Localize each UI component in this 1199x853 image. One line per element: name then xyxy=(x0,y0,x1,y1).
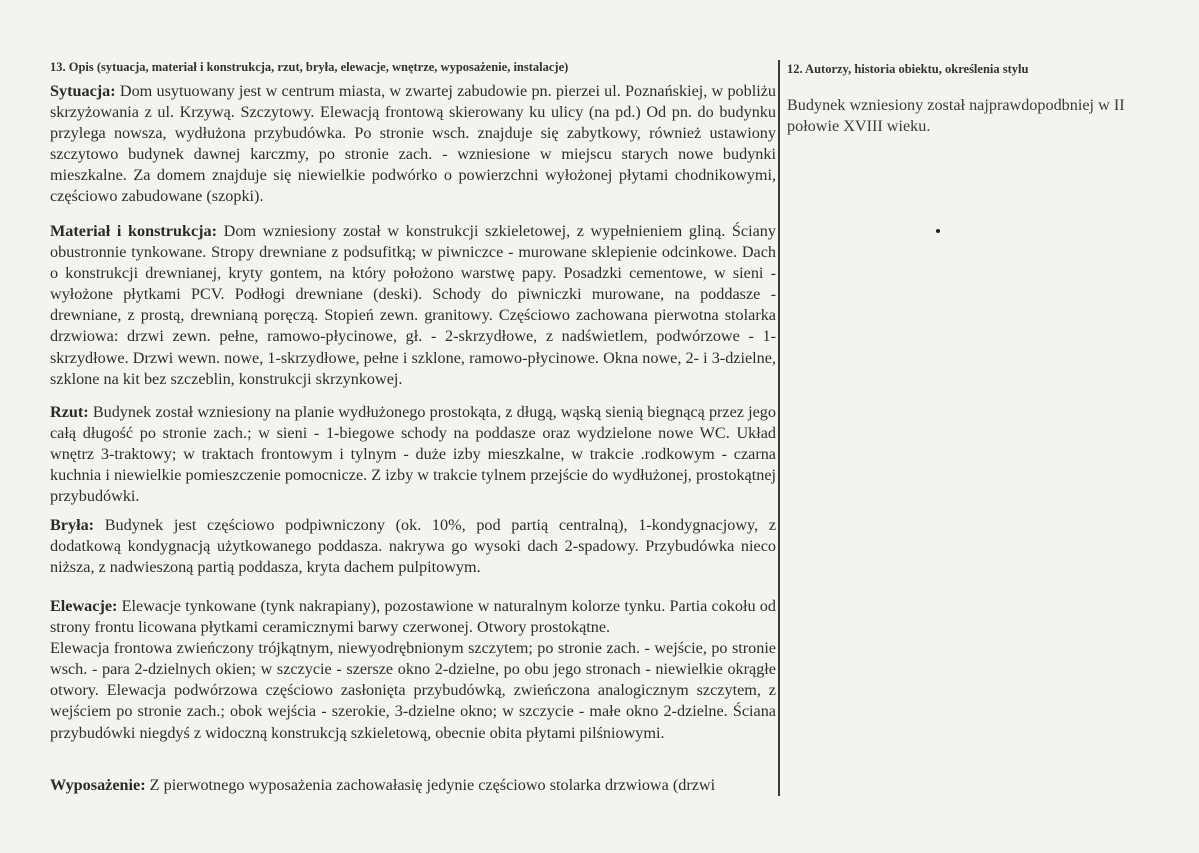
paragraph-text: Dom wzniesiony został w konstrukcji szkieletowej, z wypełnieniem gliną. Ściany obustronnie tynkowane. Stropy drewniane z podsufitką; w piwniczce - murowane sklepienie odcinkowe. Dach o konstrukcji drewnianej, kryty gontem, na który położono warstwę papy. Posadzki cementowe, w sieni - wyłożone płytkami PCV. Podłogi drewniane (deski). Schody do piwniczki murowane, na poddasze - drewniane, z prostą, drewnianą poręczą. Stopień zewn. granitowy. Częściowo zachowana pierwotna stolarka drzwiowa: drzwi zewn. pełne, ramowo-płycinowe, gł. - 2-skrzydłowe, z nadświetlem, podwórzowe - 1-skrzydłowe. Drzwi wewn. nowe, 1-skrzydłowe, pełne i szklone, ramowo-płycinowe. Okna nowe, 2- i 3-dzielne, szklone na kit bez szczeblin, konstrukcji skrzynkowej. xyxy=(50,222,776,388)
paragraph-text: Z pierwotnego wyposażenia zachowałasię jedynie częściowo stolarka drzwiowa (drzwi xyxy=(145,776,716,794)
section-12-text: Budynek wzniesiony został najprawdopodbniej w II połowie XVIII wieku. xyxy=(787,96,1125,135)
paragraph-label: Wyposażenie: xyxy=(50,776,146,794)
paragraph-text-continued: Elewacja frontowa zwieńczony trójkątnym, niewyodrębnionym szczytem; po stronie zach. - wejście, po stronie wsch. - para 2-dzielnych okien; w szczycie - szersze okno 2-dzielne, po obu jego stronach - niewielkie okrągłe otwory. Elewacja podwórzowa częściowo zasłonięta przybudówką, zwieńczona analogicznym szczytem, z wejściem po stronie zach.; obok wejścia - szerokie, 3-dzielne okno; w szczycie - małe okno 2-dzielne. Ściana przybudówki niegdyś z widoczną konstrukcją szkieletową, obecnie obita płytami pilśniowymi. xyxy=(50,639,776,742)
paragraph-text: Budynek został wzniesiony na planie wydłużonego prostokąta, z długą, wąską sienią biegnącą przez jego całą długość po stronie zach.; w sieni - 1-biegowe schody na poddasze oraz wydzielone nowe WC. Układ wnętrz 3-traktowy; w traktach frontowym i tylnym - duże izby mieszkalne, w trakcie .rodkowym - czarna kuchnia i niewielkie pomieszczenie pomocnicze. Z izby w trakcie tylnem przejście do wydłużonej, prostokątnej przybudówki. xyxy=(50,403,776,506)
paragraph-label: Elewacje: xyxy=(50,597,118,615)
paragraph-sytuacja xyxy=(50,81,776,208)
section-12-heading: 12. Autorzy, historia obiektu, określenia stylu xyxy=(787,62,1029,76)
paragraph-label: Rzut: xyxy=(50,403,89,421)
paragraph-rzut xyxy=(50,402,776,507)
paragraph-label: Sytuacja: xyxy=(50,82,116,100)
paragraph-elewacje xyxy=(50,596,776,744)
paragraph-bryla xyxy=(50,515,776,578)
paragraph-wyposazenie xyxy=(50,775,776,796)
column-divider xyxy=(778,60,780,796)
paragraph-text: Elewacje tynkowane (tynk nakrapiany), pozostawione w naturalnym kolorze tynku. Partia cokołu od strony frontu licowana płytkami ceramicznymi barwy czerwonej. Otwory prostokątne. xyxy=(50,597,776,637)
section-13-heading: 13. Opis (sytuacja, materiał i konstrukcja, rzut, bryła, elewacje, wnętrze, wyposażenie, instalacje) xyxy=(50,60,569,74)
paragraph-text: Budynek jest częściowo podpiwniczony (ok. 10%, pod partią centralną), 1-kondygnacjowy, z dodatkową kondygnacją użytkowanego poddasza. nakrywa go wysoki dach 2-spadowy. Przybudówka nieco niższa, z nadwieszoną partią poddasza, kryta dachem pulpitowym. xyxy=(50,516,776,577)
paragraph-label: Bryła: xyxy=(50,516,95,534)
scan-speck xyxy=(936,229,940,233)
paragraph-text: Dom usytuowany jest w centrum miasta, w zwartej zabudowie pn. pierzei ul. Poznańskiej, w pobliżu skrzyżowania z ul. Krzywą. Szczytowy. Elewacją frontową skierowany ku ulicy (na pd.) Od pn. do budynku przylega nowsza, wydłużona przybudówka. Po stronie wsch. znajduje się zabytkowy, również ustawiony szczytowo budynek dawnej karczmy, po stronie zach. - wzniesione w miejscu starych nowe budynki mieszkalne. Za domem znajduje się niewielkie podwórko o powierzchni wyłożonej płytami chodnikowymi, częściowo zabudowane (szopki). xyxy=(50,82,776,206)
paragraph-label: Materiał i konstrukcja: xyxy=(50,222,218,240)
paragraph-material xyxy=(50,221,776,390)
